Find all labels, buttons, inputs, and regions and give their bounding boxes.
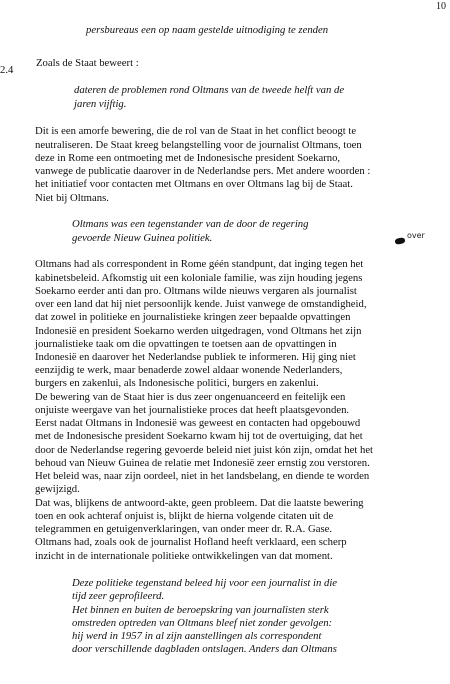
text-line: kabinetsbeleid. Afkomstig uit een koloniale familie, was zijn houding jegens: [35, 272, 363, 284]
text-line: eenzijdig te werk, maar benaderde zowel aldaar wonende Nederlanders,: [35, 364, 343, 376]
text-line: journalistieke taak om die opvattingen te toetsen aan de opvattingen in: [35, 338, 337, 350]
text-line: door verschillende dagbladen ontslagen. Anders dan Oltmans: [72, 643, 337, 655]
text-line: Eerst nadat Oltmans in Indonesië was geweest en contacten had opgebouwd: [35, 417, 361, 429]
text-line: Oltmans had als correspondent in Rome géén standpunt, dat inging tegen het: [35, 258, 364, 270]
text-line: hij werd in 1957 in al zijn aanstellingen als correspondent: [72, 630, 322, 642]
text-line: persbureaus een op naam gestelde uitnodiging te zenden: [86, 24, 329, 36]
text-line: Het binnen en buiten de beroepskring van journalisten sterk: [72, 604, 329, 616]
text-line: Dit is een amorfe bewering, die de rol van de Staat in het conflict beoogt te: [35, 125, 357, 137]
text-line: telegrammen en getuigenverklaringen, van onder meer dr. R.A. Gase.: [35, 523, 333, 535]
text-line: Indonesië en president Soekarno werden uitgedragen, vond Oltmans het zijn: [35, 325, 362, 337]
text-line: onjuiste weergave van het journalistieke proces dat heeft plaatsgevonden.: [35, 404, 350, 416]
text-line: gevoerde Nieuw Guinea politiek.: [72, 232, 213, 244]
text-line: door de Nederlandse regering gevoerde beleid niet juist kón zijn, omdat het het: [35, 444, 374, 456]
text-line: inzicht in de internationale politieke ontwikkelingen van dat moment.: [35, 550, 333, 562]
text-line: deze in Rome een ontmoeting met de Indonesische president Soekarno,: [35, 152, 341, 164]
text-line: burgers en zakenlui, als Indonesische politici, burgers en zakenlui.: [35, 377, 319, 389]
text-line: Oltmans was een tegenstander van de door de regering: [72, 218, 309, 230]
text-line: Deze politieke tegenstand beleed hij voor een journalist in die: [72, 577, 338, 589]
section-number: 2.4: [0, 64, 14, 76]
text-line: Oltmans had, zoals ook de journalist Hofland heeft verklaard, een scherp: [35, 536, 347, 548]
text-line: De bewering van de Staat hier is dus zeer ongenuanceerd en feitelijk een: [35, 391, 346, 403]
text-line: omstreden optreden van Oltmans bleef niet zonder gevolgen:: [72, 617, 333, 629]
text-line: Dat was, blijkens de antwoord-akte, geen probleem. Dat die laatste bewering: [35, 497, 364, 509]
text-line: over een land dat hij niet persoonlijk kende. Juist vanwege de omstandigheid,: [35, 298, 367, 310]
text-line: Zoals de Staat beweert :: [36, 57, 139, 69]
text-line: met de Indonesische president Soekarno kwam hij tot de overtuiging, dat het: [35, 430, 363, 442]
text-line: Soekarno eerder anti dan pro. Oltmans wilde nieuws vergaren als journalist: [35, 285, 357, 297]
text-line: neutraliseren. De Staat kreeg belangstelling voor de journalist Oltmans, toen: [35, 139, 362, 151]
text-line: dat zowel in politieke en journalistieke kringen zeer bepaalde opvattingen: [35, 311, 351, 323]
page-number: 10: [436, 1, 446, 12]
text-line: tijd zeer geprofileerd.: [72, 590, 165, 602]
text-line: Het beleid was, naar zijn oordeel, niet in het landsbelang, en diende te worden: [35, 470, 370, 482]
text-line: toen en ook achteraf onjuist is, blijkt de hierna volgende citaten uit de: [35, 510, 334, 522]
text-line: gewijzigd.: [35, 483, 80, 495]
text-line: behoud van Nieuw Guinea de relatie met Indonesië zeer ernstig zou verstoren.: [35, 457, 370, 469]
text-line: jaren vijftig.: [74, 98, 127, 110]
text-line: vanwege de publicatie daarover in de Nederlandse pers. Met andere woorden :: [35, 165, 371, 177]
text-line: Indonesië en daarover het Nederlandse publiek te informeren. Hij ging niet: [35, 351, 356, 363]
handwritten-annotation: over: [407, 231, 425, 240]
ink-blot-mark: [394, 237, 405, 245]
text-line: het initiatief voor contacten met Oltmans en over Oltmans lag bij de Staat.: [35, 178, 353, 190]
text-line: dateren de problemen rond Oltmans van de tweede helft van de: [74, 84, 345, 96]
text-line: Niet bij Oltmans.: [35, 192, 109, 204]
